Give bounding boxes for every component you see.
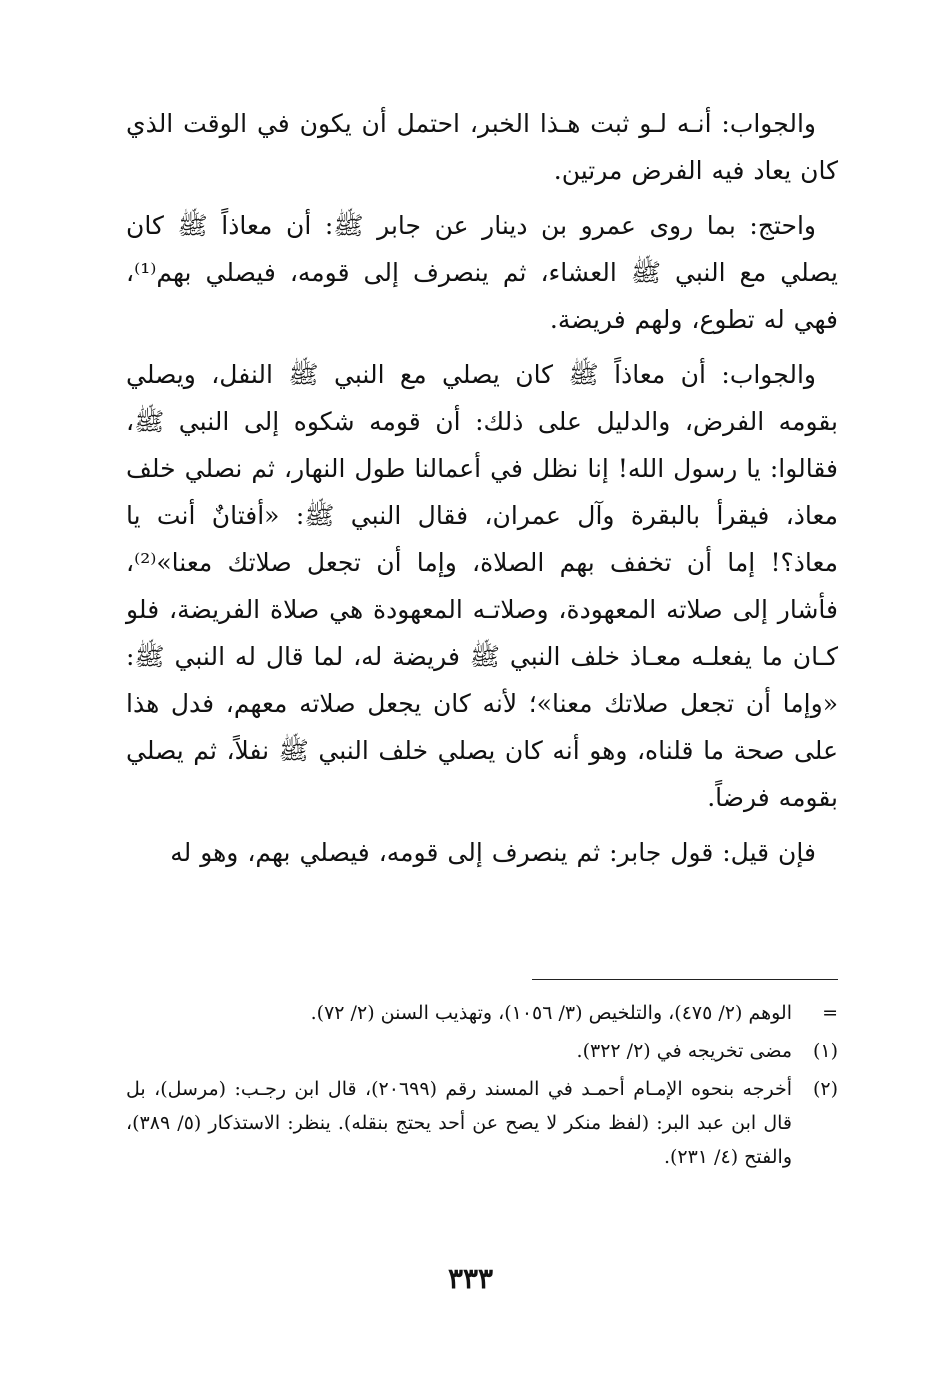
paragraph-argument: واحتج: بما روى عمرو بن دينار عن جابر ﷺ: أن معاذاً ﷺ كان يصلي مع النبي ﷺ العشاء، ثم ينصرف إلى قومه، فيصلي بهم⁽¹⁾، فهي له تطوع، ولهم فريضة. xyxy=(126,211,838,334)
footnote-text: أخرجه بنحوه الإمـام أحمـد في المسند رقم (٢٠٦٩٩)، قال ابن رجـب: (مرسل)، بل قال ابن عبد البر: (لفظ منكر لا يصح عن أحد يحتج بنقله). ينظر: الاستذكار (٥/ ٣٨٩)، والفتح (٤/ ٢٣١). xyxy=(126,1078,792,1168)
footnote-text: الوهم (٢/ ٤٧٥)، والتلخيص (٣/ ١٠٥٦)، وتهذيب السنن (٢/ ٧٢). xyxy=(310,1002,792,1024)
footnote-marker: (٢) xyxy=(812,1078,838,1100)
paragraph-answer-1: والجواب: أنـه لـو ثبت هـذا الخبر، احتمل أن يكون في الوقت الذي كان يعاد فيه الفرض مرتين. xyxy=(126,109,838,185)
footnote-2 xyxy=(126,1072,838,1174)
main-text xyxy=(126,100,838,884)
footnotes xyxy=(126,996,838,1178)
paragraph-objection: فإن قيل: قول جابر: ثم ينصرف إلى قومه، فيصلي بهم، وهو له xyxy=(170,838,816,867)
footnote-divider xyxy=(532,979,838,980)
footnote-continuation xyxy=(126,996,838,1030)
paragraph-answer-2: والجواب: أن معاذاً ﷺ كان يصلي مع النبي ﷺ النفل، ويصلي بقومه الفرض، والدليل على ذلك: أن قومه شكوه إلى النبي ﷺ، فقالوا: يا رسول الله! إنا نظل في أعمالنا طول النهار، ثم نصلي خلف معاذ، فيقرأ بالبقرة وآل عمران، فقال النبي ﷺ: «أفتانٌ أنت يا معاذ؟! إما أن تخفف بهم الصلاة، وإما أن تجعل صلاتك معنا»⁽²⁾، فأشار إلى صلاته المعهودة، وصلاتـه المعهودة هي صلاة الفريضة، فلو كـان ما يفعلـه معـاذ خلف النبي ﷺ فريضة له، لما قال له النبي ﷺ: «وإما أن تجعل صلاتك معنا»؛ لأنه كان يجعل صلاته معهم، فدل هذا على صحة ما قلناه، وهو أنه كان يصلي خلف النبي ﷺ نفلاً، ثم يصلي بقومه فرضاً. xyxy=(126,360,839,812)
footnote-marker: (١) xyxy=(812,1040,838,1062)
page-number: ٣٣٣ xyxy=(447,1262,494,1295)
footnote-text: مضى تخريجه في (٢/ ٣٢٢). xyxy=(576,1040,792,1062)
footnote-marker: = xyxy=(822,1002,838,1024)
footnote-1 xyxy=(126,1034,838,1068)
